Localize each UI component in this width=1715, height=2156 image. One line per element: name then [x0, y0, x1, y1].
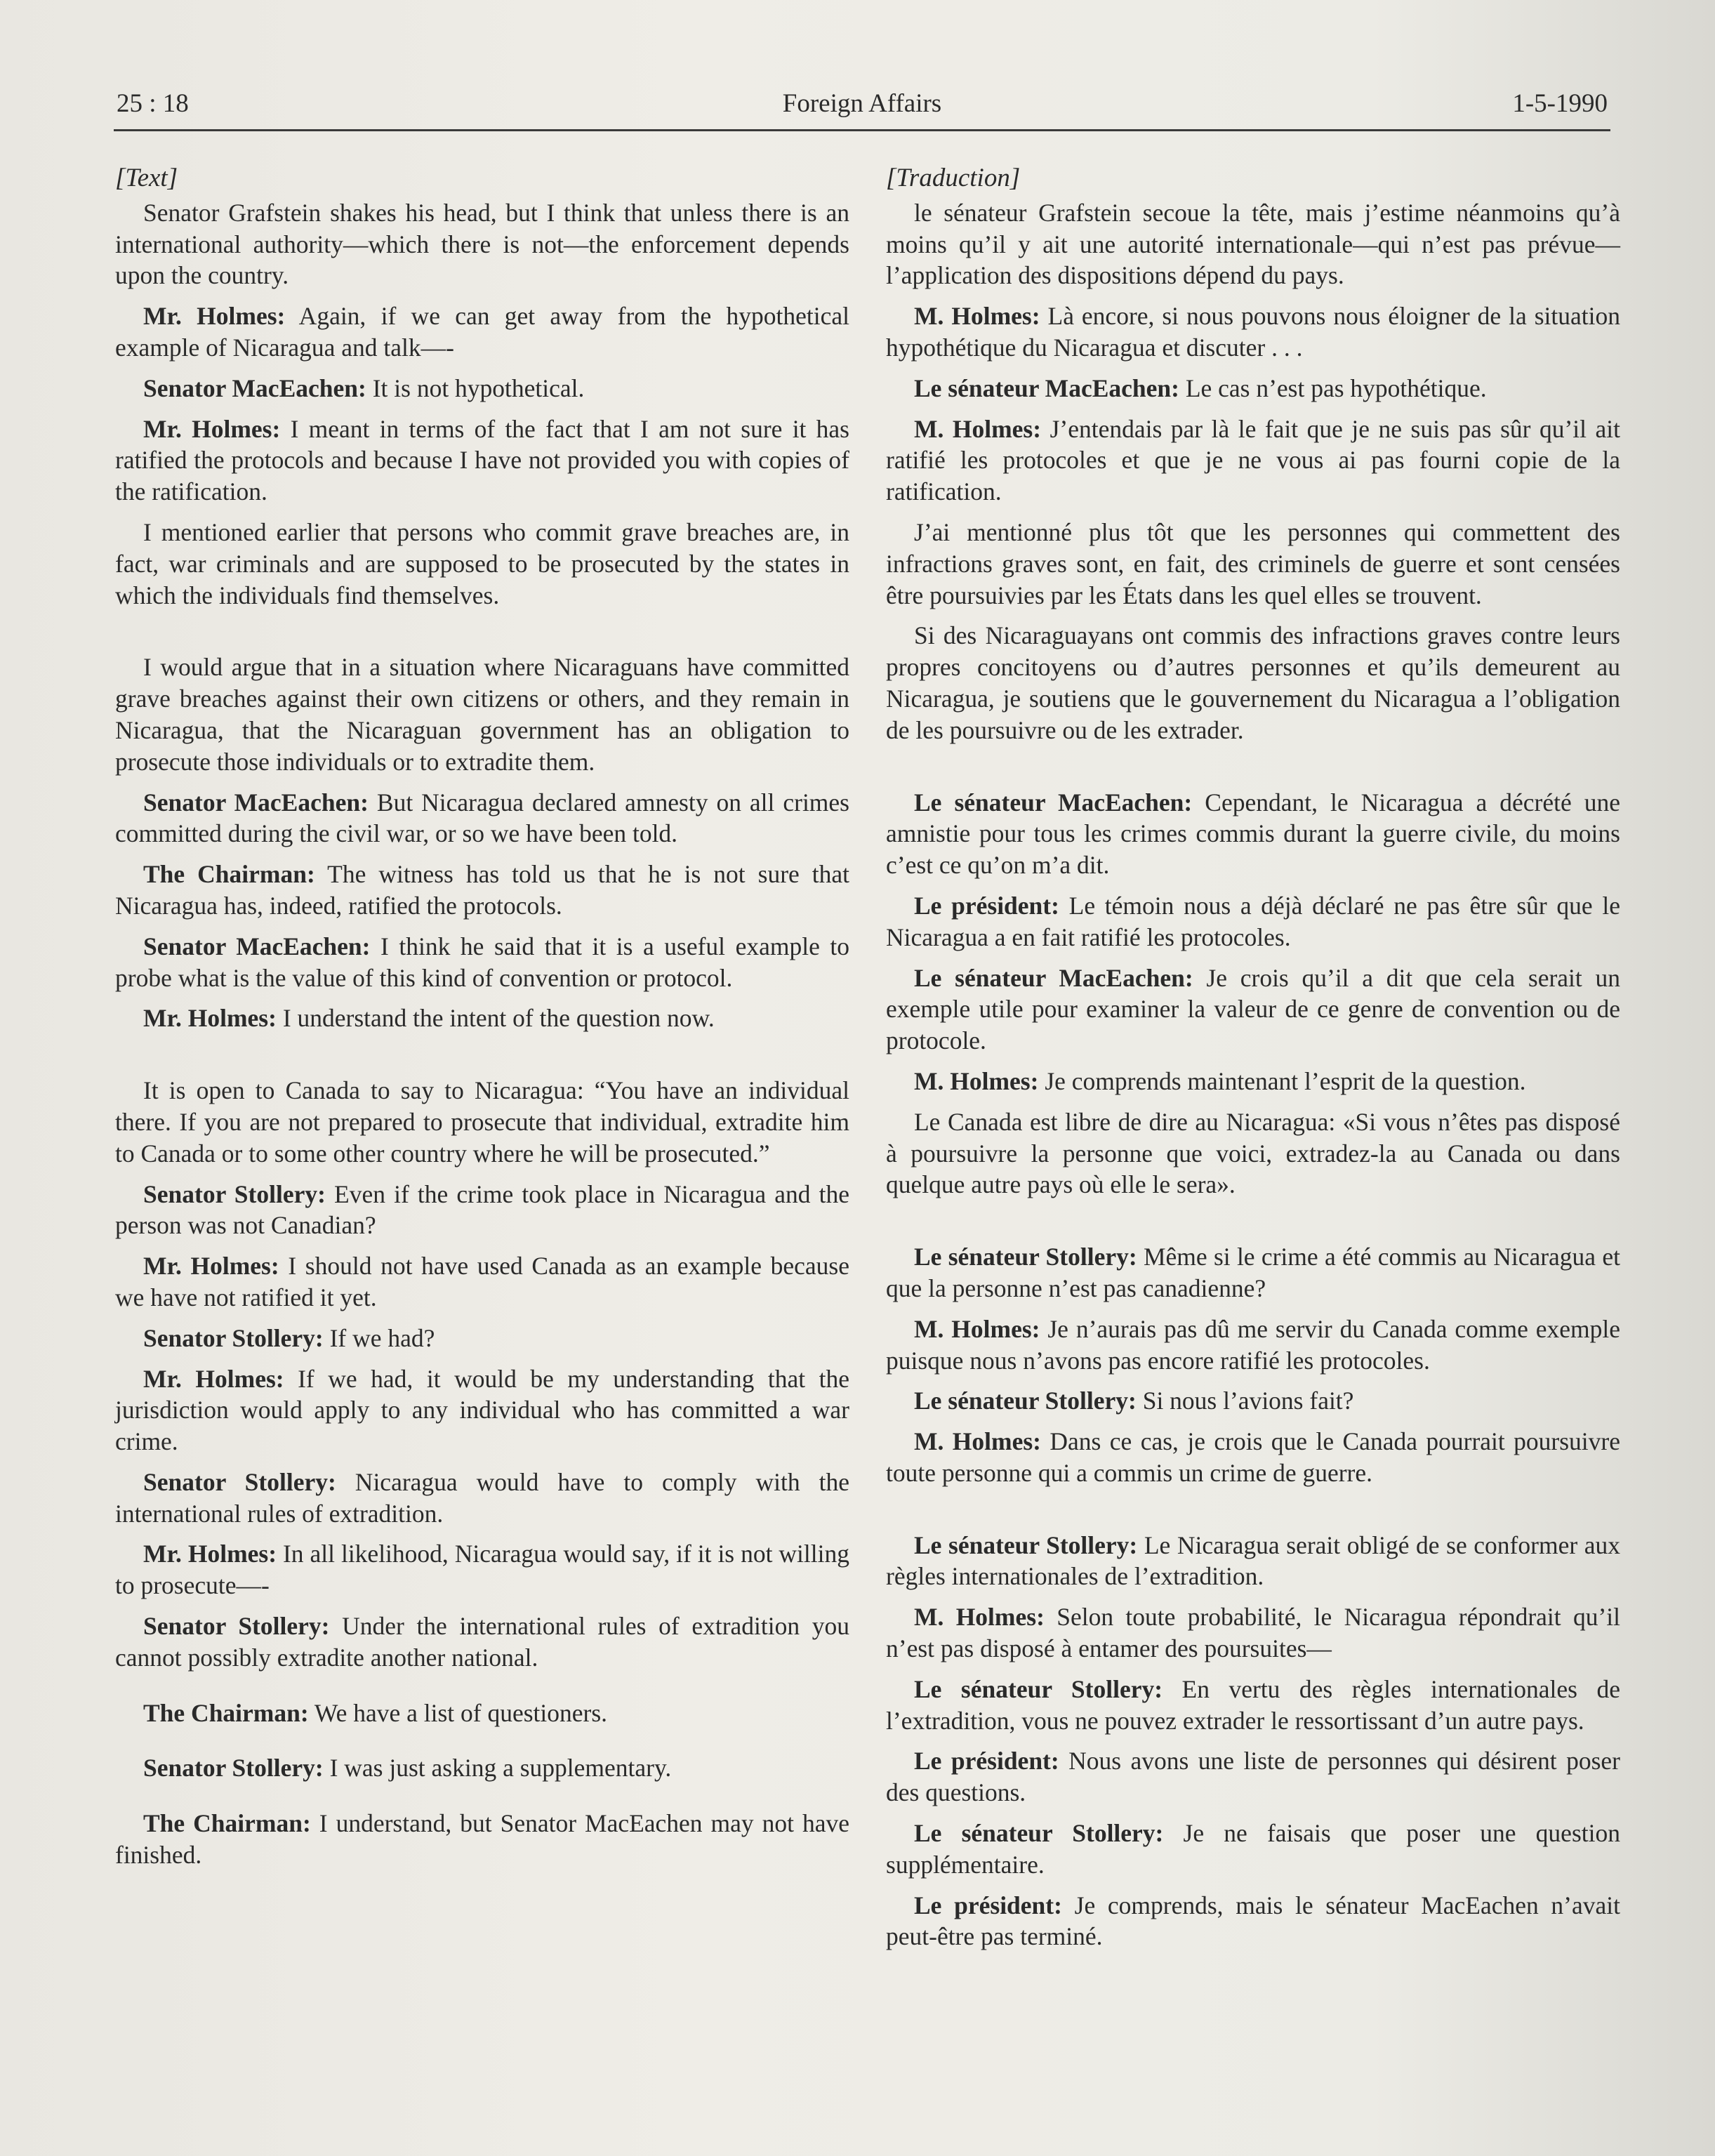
- speaker: Senator Stollery:: [143, 1612, 330, 1641]
- paragraph: [115, 859, 849, 922]
- paragraph-text: J’ai mentionné plus tôt que les personnes qui commettent des infractions graves sont, en fait, des criminels de guerre et sont censées être poursuivies par les États dans les quel elles se trouvent.: [886, 517, 1620, 609]
- paragraph: [115, 931, 849, 994]
- paragraph: [115, 414, 849, 508]
- paragraph-text: I would argue that in a situation where Nicaraguans have committed grave breaches against their own citizens or others, and they remain in Nicaragua, that the Nicaraguan government has an obligation to prosecute those individuals or to extradite them.: [115, 653, 849, 776]
- paragraph: [886, 1314, 1620, 1377]
- paragraph: [886, 787, 1620, 881]
- paragraph-text: Je crois qu’il a dit que cela serait un exemple utile pour examiner la valeur de ce genre de convention ou de protocole.: [886, 963, 1620, 1055]
- column-label: [Text]: [115, 164, 178, 192]
- speaker: Senator Stollery:: [143, 1467, 336, 1496]
- paragraph-text: Si des Nicaraguayans ont commis des infractions graves contre leurs propres concitoyens ou d’autres personnes et qu’ils demeurent au Nicaragua, je soutiens que le gouvernement du Nicaragua a l’obligation de les poursuivre ou de les extrader.: [886, 621, 1620, 744]
- paragraph-text: Le Canada est libre de dire au Nicaragua: «Si vous n’êtes pas disposé à poursuivre la personne que voici, extradez-la au Canada ou dans quelque autre pays où elle le sera».: [886, 1107, 1620, 1199]
- paragraph: [115, 652, 849, 777]
- paragraph-text: Cependant, le Nicaragua a décrété une amnistie pour tous les crimes commis durant la guerre civile, du moins c’est ce qu’on m’a dit.: [886, 788, 1620, 880]
- paragraph-text: Dans ce cas, je crois que le Canada pourrait poursuivre toute personne qui a commis un crime de guerre.: [886, 1427, 1620, 1487]
- paragraph: [886, 890, 1620, 953]
- speaker: Senator Stollery:: [143, 1323, 324, 1352]
- paragraph-text: I should not have used Canada as an example because we have not ratified it yet.: [115, 1252, 850, 1311]
- speaker: Senator Stollery:: [143, 1179, 326, 1208]
- paragraph: [115, 1003, 849, 1034]
- page-header: [114, 86, 1610, 131]
- paragraph-text: le sénateur Grafstein secoue la tête, mais j’estime néanmoins qu’à moins qu’il y ait une autorité internationale—qui n’est pas prévue—l’application des dispositions dépend du pays.: [886, 198, 1620, 290]
- paragraph: [886, 1530, 1620, 1593]
- speaker: M. Holmes:: [914, 1066, 1039, 1095]
- paragraph: [886, 1818, 1620, 1881]
- speaker: Mr. Holmes:: [143, 414, 281, 443]
- speaker: Senator MacEachen:: [143, 373, 366, 402]
- paragraph: [115, 1075, 849, 1169]
- paragraph: [886, 1426, 1620, 1489]
- paragraph-text: Je n’aurais pas dû me servir du Canada comme exemple puisque nous n’avons pas encore ratifié les protocoles.: [886, 1314, 1620, 1375]
- speaker: Senator MacEachen:: [143, 788, 369, 816]
- paragraph: [115, 1363, 849, 1457]
- paragraph: [886, 1385, 1620, 1417]
- paragraph: [886, 620, 1620, 746]
- speaker: Le sénateur MacEachen:: [914, 373, 1179, 402]
- speaker: M. Holmes:: [914, 1314, 1040, 1343]
- paragraph: [115, 1538, 849, 1601]
- paragraph-text: I think he said that it is a useful example to probe what is the value of this kind of convention or protocol.: [115, 932, 849, 992]
- speaker: Le sénateur Stollery:: [914, 1530, 1138, 1559]
- paragraph: [886, 1674, 1620, 1737]
- paragraph-text: Là encore, si nous pouvons nous éloigner de la situation hypothétique du Nicaragua et discuter . . .: [886, 302, 1620, 362]
- speaker: Le sénateur Stollery:: [914, 1243, 1137, 1271]
- paragraph-text: I mentioned earlier that persons who commit grave breaches are, in fact, war criminals and are supposed to be prosecuted by the states in which the individuals find themselves.: [115, 517, 849, 609]
- paragraph-text: I was just asking a supplementary.: [323, 1754, 672, 1783]
- column-label: [Traduction]: [886, 164, 1021, 192]
- speaker: Mr. Holmes:: [143, 302, 286, 331]
- paragraph: [115, 1323, 849, 1354]
- paragraph-text: I understand, but Senator MacEachen may not have finished.: [115, 1809, 849, 1870]
- paragraph-text: Senator Grafstein shakes his head, but I think that unless there is an international authority—which there is not—the enforcement depends upon the country.: [115, 198, 849, 290]
- speaker: Le sénateur MacEachen:: [914, 788, 1193, 816]
- speaker: The Chairman:: [143, 1698, 309, 1727]
- paragraph-text: Le témoin nous a déjà déclaré ne pas être sûr que le Nicaragua a en fait ratifié les protocoles.: [886, 891, 1620, 951]
- paragraph-text: En vertu des règles internationales de l’extradition, vous ne pouvez extrader le ressortissant d’un autre pays.: [886, 1674, 1620, 1735]
- paragraph: [886, 414, 1620, 508]
- page-ref: 25 : 18: [117, 89, 189, 118]
- paragraph: [115, 1752, 849, 1784]
- paragraph-text: If we had, it would be my understanding that the jurisdiction would apply to any individual who has committed a war crime.: [115, 1364, 849, 1456]
- paragraph: [886, 197, 1620, 291]
- speaker: Le sénateur Stollery:: [914, 1819, 1164, 1848]
- speaker: Senator Stollery:: [143, 1754, 324, 1783]
- speaker: The Chairman:: [143, 1809, 311, 1838]
- paragraph: [115, 373, 849, 404]
- paragraph: [115, 300, 849, 364]
- paragraph: [115, 1179, 849, 1242]
- speaker: Le président:: [914, 891, 1059, 920]
- english-column: [115, 163, 849, 1880]
- speaker: Mr. Holmes:: [143, 1004, 277, 1033]
- paragraph: [886, 300, 1620, 364]
- speaker: Senator MacEachen:: [143, 932, 371, 960]
- paragraph: [886, 373, 1620, 404]
- paragraph: [886, 1745, 1620, 1808]
- paragraph-text: I understand the intent of the question now.: [276, 1004, 715, 1033]
- speaker: Mr. Holmes:: [143, 1540, 277, 1568]
- speaker: The Chairman:: [143, 860, 315, 889]
- paragraph: [886, 963, 1620, 1057]
- paragraph-text: Selon toute probabilité, le Nicaragua répondrait qu’il n’est pas disposé à entamer des poursuites—: [886, 1603, 1620, 1663]
- paragraph-text: Je comprends, mais le sénateur MacEachen n’avait peut-être pas terminé.: [886, 1891, 1620, 1951]
- paragraph: [886, 1890, 1620, 1953]
- paragraph-text: It is not hypothetical.: [366, 373, 585, 402]
- french-column: [886, 163, 1620, 1962]
- paragraph-text: Again, if we can get away from the hypothetical example of Nicaragua and talk—-: [115, 302, 849, 362]
- paragraph-text: Nicaragua would have to comply with the international rules of extradition.: [115, 1467, 849, 1528]
- paragraph-text: The witness has told us that he is not sure that Nicaragua has, indeed, ratified the protocols.: [115, 860, 849, 920]
- speaker: Le sénateur MacEachen:: [914, 963, 1193, 992]
- paragraph-text: Under the international rules of extradition you cannot possibly extradite another national.: [115, 1612, 850, 1672]
- speaker: Le sénateur Stollery:: [914, 1674, 1163, 1703]
- paragraph: [115, 1250, 849, 1314]
- paragraph: [115, 1808, 849, 1871]
- paragraph-text: Je comprends maintenant l’esprit de la question.: [1038, 1066, 1526, 1095]
- publication-title: Foreign Affairs: [782, 89, 942, 118]
- paragraph: [886, 1106, 1620, 1201]
- paragraph-text: If we had?: [323, 1323, 435, 1352]
- speaker: Le sénateur Stollery:: [914, 1387, 1137, 1415]
- paragraph-text: Le Nicaragua serait obligé de se conformer aux règles internationales de l’extradition.: [886, 1530, 1620, 1591]
- paragraph: [115, 787, 849, 850]
- paragraph-text: I meant in terms of the fact that I am not sure it has ratified the protocols and because I have not provided you with copies of the ratification.: [115, 414, 849, 506]
- speaker: M. Holmes:: [914, 414, 1042, 443]
- issue-date: 1-5-1990: [1512, 89, 1608, 118]
- paragraph-text: Le cas n’est pas hypothétique.: [1179, 373, 1487, 402]
- paragraph-text: J’entendais par là le fait que je ne suis pas sûr qu’il ait ratifié les protocoles et que je ne vous ai pas fourni copie de la ratification.: [886, 414, 1620, 506]
- paragraph: [886, 1241, 1620, 1304]
- speaker: M. Holmes:: [914, 302, 1040, 331]
- speaker: Mr. Holmes:: [143, 1364, 284, 1393]
- speaker: Le président:: [914, 1891, 1062, 1919]
- paragraph: [115, 1698, 849, 1729]
- speaker: M. Holmes:: [914, 1427, 1041, 1456]
- paragraph: [115, 197, 849, 291]
- paragraph: [886, 1066, 1620, 1097]
- paragraph-text: We have a list of questioners.: [308, 1698, 608, 1727]
- paragraph: [886, 1601, 1620, 1665]
- paragraph-text: Je ne faisais que poser une question supplémentaire.: [886, 1819, 1620, 1879]
- paragraph-text: Even if the crime took place in Nicaragua and the person was not Canadian?: [115, 1179, 850, 1240]
- paragraph: [886, 517, 1620, 611]
- speaker: M. Holmes:: [914, 1603, 1045, 1632]
- speaker: Mr. Holmes:: [143, 1252, 279, 1281]
- paragraph-text: Même si le crime a été commis au Nicaragua et que la personne n’est pas canadienne?: [886, 1243, 1620, 1302]
- paragraph-text: In all likelihood, Nicaragua would say, if it is not willing to prosecute—-: [115, 1540, 849, 1600]
- paragraph-text: Si nous l’avions fait?: [1136, 1387, 1354, 1415]
- speaker: Le président:: [914, 1747, 1059, 1775]
- paragraph: [115, 1611, 849, 1674]
- paragraph: [115, 1467, 849, 1530]
- paragraph: [115, 517, 849, 611]
- paragraph-text: It is open to Canada to say to Nicaragua: “You have an individual there. If you are not prepared to prosecute that individual, extradite him to Canada or to some other country where he will be prosecuted.”: [115, 1076, 849, 1168]
- paragraph-text: But Nicaragua declared amnesty on all crimes committed during the civil war, or so we have been told.: [115, 788, 849, 848]
- paragraph-text: Nous avons une liste de personnes qui désirent poser des questions.: [886, 1747, 1620, 1807]
